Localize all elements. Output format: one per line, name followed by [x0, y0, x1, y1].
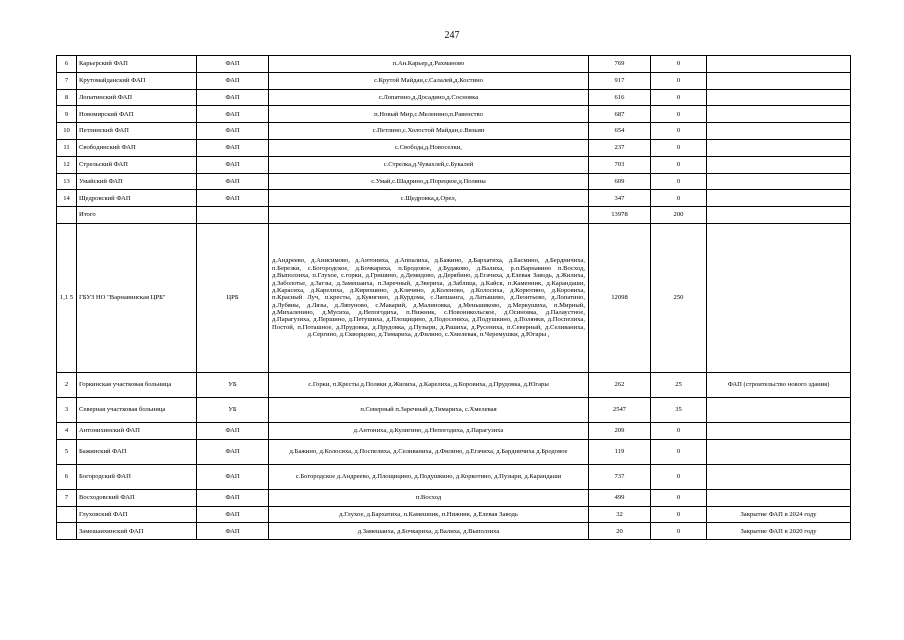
facility-name-cell: Горкинская участковая больница — [77, 372, 197, 397]
service-area-cell: с.Горки, п.Кресты д.Поляки д.Жилиха, д.Карелиха, д.Коровиха, д.Прудовка, д.Югары — [269, 372, 589, 397]
facility-type-cell: УБ — [197, 372, 269, 397]
beds-cell: 0 — [651, 139, 707, 156]
facility-type-cell: ФАП — [197, 72, 269, 89]
service-area-cell: с.Умай,с.Шадрино,д.Порецкое,д.Поляны — [269, 173, 589, 190]
beds-cell: 0 — [651, 56, 707, 73]
table-body — [57, 56, 851, 540]
table-row — [57, 489, 851, 506]
note-cell — [707, 123, 851, 140]
note-cell — [707, 106, 851, 123]
table-row — [57, 106, 851, 123]
row-number-cell: 10 — [57, 123, 77, 140]
facility-type-cell: ФАП — [197, 439, 269, 464]
service-area-cell: с.Крутой Майдан,с.Салалей,д.Костино — [269, 72, 589, 89]
population-cell: 499 — [589, 489, 651, 506]
table-row — [57, 464, 851, 489]
service-area-cell: с.Петлино,с.Холостой Майдан,с.Вязьин — [269, 123, 589, 140]
row-number-cell: 1,1 5 — [57, 223, 77, 372]
row-number-cell: 6 — [57, 56, 77, 73]
facility-name-cell: Итого — [77, 207, 197, 224]
note-cell — [707, 156, 851, 173]
table-row — [57, 223, 851, 372]
table-row — [57, 422, 851, 439]
facility-name-cell: Новомирский ФАП — [77, 106, 197, 123]
beds-cell: 0 — [651, 156, 707, 173]
facility-name-cell: Петлинский ФАП — [77, 123, 197, 140]
population-cell: 769 — [589, 56, 651, 73]
facility-name-cell: Бажинский ФАП — [77, 439, 197, 464]
facility-name-cell: Северная участковая больница — [77, 397, 197, 422]
row-number-cell: 14 — [57, 190, 77, 207]
population-cell: 917 — [589, 72, 651, 89]
facility-type-cell: ФАП — [197, 139, 269, 156]
service-area-cell: д.Замешаиха, д.Бочкариха, д.Валиха, д.Выползиха — [269, 523, 589, 540]
table-row — [57, 439, 851, 464]
note-cell: Закрытие ФАП в 2024 году — [707, 506, 851, 523]
row-number-cell: 7 — [57, 72, 77, 89]
beds-cell: 0 — [651, 89, 707, 106]
table-row — [57, 72, 851, 89]
note-cell — [707, 439, 851, 464]
note-cell — [707, 223, 851, 372]
row-number-cell: 13 — [57, 173, 77, 190]
note-cell — [707, 489, 851, 506]
beds-cell: 0 — [651, 506, 707, 523]
beds-cell: 200 — [651, 207, 707, 224]
facility-type-cell: ФАП — [197, 489, 269, 506]
note-cell — [707, 89, 851, 106]
service-area-cell: с.Свобода,д.Новоселки, — [269, 139, 589, 156]
service-area-cell: д.Глухое, д.Бархатиха, п.Камешник, п.Нижник, д.Елевая Заводь — [269, 506, 589, 523]
facility-type-cell: ФАП — [197, 422, 269, 439]
beds-cell: 0 — [651, 439, 707, 464]
service-area-cell: с.Лопатино,д.Досадино,д.Сосновка — [269, 89, 589, 106]
table-row — [57, 207, 851, 224]
row-number-cell — [57, 207, 77, 224]
facility-type-cell: ФАП — [197, 190, 269, 207]
population-cell: 347 — [589, 190, 651, 207]
row-number-cell: 6 — [57, 464, 77, 489]
beds-cell: 0 — [651, 173, 707, 190]
service-area-cell: с.Щедровка,д.Орел, — [269, 190, 589, 207]
facility-type-cell: ФАП — [197, 106, 269, 123]
facility-type-cell: ФАП — [197, 56, 269, 73]
facility-name-cell: Щедровский ФАП — [77, 190, 197, 207]
population-cell: 737 — [589, 464, 651, 489]
beds-cell: 25 — [651, 372, 707, 397]
facility-type-cell: ФАП — [197, 523, 269, 540]
table-row — [57, 56, 851, 73]
population-cell: 119 — [589, 439, 651, 464]
facility-name-cell: Замешаихинский ФАП — [77, 523, 197, 540]
beds-cell: 0 — [651, 72, 707, 89]
service-area-cell: с.Богородское д.Андреево, д.Площицино, д.Подушкино, д.Коркотино, д.Пузыри, д.Карандаши — [269, 464, 589, 489]
facility-name-cell: Богородский ФАП — [77, 464, 197, 489]
note-cell: ФАП (строительство нового здания) — [707, 372, 851, 397]
table-row — [57, 139, 851, 156]
beds-cell: 0 — [651, 464, 707, 489]
note-cell — [707, 397, 851, 422]
service-area-cell: п.Новый Мир,с.Меленино,п.Равенство — [269, 106, 589, 123]
population-cell: 237 — [589, 139, 651, 156]
row-number-cell: 9 — [57, 106, 77, 123]
row-number-cell — [57, 506, 77, 523]
table-row — [57, 123, 851, 140]
note-cell — [707, 139, 851, 156]
note-cell — [707, 422, 851, 439]
facility-type-cell: ФАП — [197, 506, 269, 523]
facility-type-cell: ЦРБ — [197, 223, 269, 372]
beds-cell: 0 — [651, 106, 707, 123]
facility-name-cell: Восходовский ФАП — [77, 489, 197, 506]
service-area-cell: п.Восход — [269, 489, 589, 506]
table-row — [57, 89, 851, 106]
population-cell: 2547 — [589, 397, 651, 422]
row-number-cell: 4 — [57, 422, 77, 439]
beds-cell: 0 — [651, 422, 707, 439]
beds-cell: 250 — [651, 223, 707, 372]
service-area-cell: п.Северный п.Заречный д.Тимариха, с.Хмелевая — [269, 397, 589, 422]
table-row — [57, 156, 851, 173]
beds-cell: 35 — [651, 397, 707, 422]
service-area-cell: д.Антониха, д.Кулигино, д.Непогодиха, д.Парагузиха — [269, 422, 589, 439]
page-number: 247 — [444, 30, 460, 41]
service-area-cell: д.Андреево, д.Анисимово, д.Антониха, д.Аппалиха, д.Бажино, д.Бархатиха, д.Басмино, д.Бердничиха, п.Березки, с.Богородское, д.Бочкариха, п.Бродовое, д.Будаково, д.Валиха, р.п.Варнавино п.Восход, д.Выползиха, п.Глухое, с.горки, д.Гришино, д.Демидово, д.Дерябино, д.Егачиха, д.Елевая Заводь, д.Жилиха, д.Заболотье, д.Загзы, д.Замешаиха, п.Заречный, д.Звериха, д.Заблица, д.Кайск, п.Каменник, д.Карандаши, д.Карасиха, д.Карелиха, д.Кирюшино, д.Клячино, д.Коленово, д.Колосиха, д.Корютино, д.Коровиха, п.Красный Луч, п.кресты, д.Куянгино, д.Курдома, с.Лапшанга, д.Латышево, д.Леонтьево, д.Лопатино, д.Лубяны, д.Лязы, д.Ляпуново, с.Макарий, д.Малиновка, д.Меньшиково, д.Меркушиха, п.Мирный, д.Михаленино, д.Мусиха, д.Непогодиха, п.Нижник, с.Новоникольское, д.Осиновка, д.Палаустное, д.Парагузиха, д.Першино, д.Петушиха, д.Площицино, д.Подосениха, д.Подушкино, д.Полянки, д.Поспелиха, Постой, п.Поташное, д.Прудовка, д.Прудовка, д.Пузыри, д.Рашиха, д.Русениха, п.Северный, д.Селиваниха, д.Сергино, д.Скворцово, д.Тимариха, д.Филино, с.Хмелевая, п.Черемушки, д.Югары , — [269, 223, 589, 372]
facility-name-cell: Крутомайданский ФАП — [77, 72, 197, 89]
beds-cell: 0 — [651, 523, 707, 540]
row-number-cell: 5 — [57, 439, 77, 464]
note-cell: Закрытие ФАП в 2020 году — [707, 523, 851, 540]
facility-type-cell: УБ — [197, 397, 269, 422]
note-cell — [707, 173, 851, 190]
note-cell — [707, 190, 851, 207]
facilities-table — [56, 55, 851, 540]
row-number-cell: 3 — [57, 397, 77, 422]
population-cell: 209 — [589, 422, 651, 439]
note-cell — [707, 72, 851, 89]
facility-type-cell: ФАП — [197, 89, 269, 106]
population-cell: 20 — [589, 523, 651, 540]
service-area-cell: с.Стрелка,д.Чувахлей,с.Букалей — [269, 156, 589, 173]
table-row — [57, 397, 851, 422]
population-cell: 654 — [589, 123, 651, 140]
facility-name-cell: Лопатинский ФАП — [77, 89, 197, 106]
population-cell: 687 — [589, 106, 651, 123]
row-number-cell: 2 — [57, 372, 77, 397]
facility-type-cell: ФАП — [197, 464, 269, 489]
facility-type-cell: ФАП — [197, 156, 269, 173]
beds-cell: 0 — [651, 123, 707, 140]
service-area-cell — [269, 207, 589, 224]
service-area-cell: п.Ан.Карьер,д.Рахманово — [269, 56, 589, 73]
facility-name-cell: Антонихинский ФАП — [77, 422, 197, 439]
row-number-cell: 8 — [57, 89, 77, 106]
table-row — [57, 190, 851, 207]
facility-name-cell: Карьерский ФАП — [77, 56, 197, 73]
table-row — [57, 523, 851, 540]
facility-name-cell: ГБУЗ НО "Варнавинская ЦРБ" — [77, 223, 197, 372]
note-cell — [707, 207, 851, 224]
row-number-cell: 7 — [57, 489, 77, 506]
facility-type-cell: ФАП — [197, 123, 269, 140]
facility-type-cell: ФАП — [197, 173, 269, 190]
facility-name-cell: Глуховский ФАП — [77, 506, 197, 523]
facility-name-cell: Стрельский ФАП — [77, 156, 197, 173]
population-cell: 703 — [589, 156, 651, 173]
table-row — [57, 372, 851, 397]
facility-name-cell: Свободинский ФАП — [77, 139, 197, 156]
table-row — [57, 173, 851, 190]
note-cell — [707, 56, 851, 73]
row-number-cell: 12 — [57, 156, 77, 173]
facility-name-cell: Умайский ФАП — [77, 173, 197, 190]
facility-type-cell — [197, 207, 269, 224]
beds-cell: 0 — [651, 489, 707, 506]
note-cell — [707, 464, 851, 489]
population-cell: 32 — [589, 506, 651, 523]
population-cell: 262 — [589, 372, 651, 397]
beds-cell: 0 — [651, 190, 707, 207]
population-cell: 12098 — [589, 223, 651, 372]
service-area-cell: д.Бажино, д.Колосиха, д.Поспелиха, д.Селиваниха, д.Филино, д.Егачиха, д.Бардничиха д.Бродовое — [269, 439, 589, 464]
population-cell: 609 — [589, 173, 651, 190]
row-number-cell: 11 — [57, 139, 77, 156]
population-cell: 616 — [589, 89, 651, 106]
table-row — [57, 506, 851, 523]
row-number-cell — [57, 523, 77, 540]
population-cell: 13978 — [589, 207, 651, 224]
